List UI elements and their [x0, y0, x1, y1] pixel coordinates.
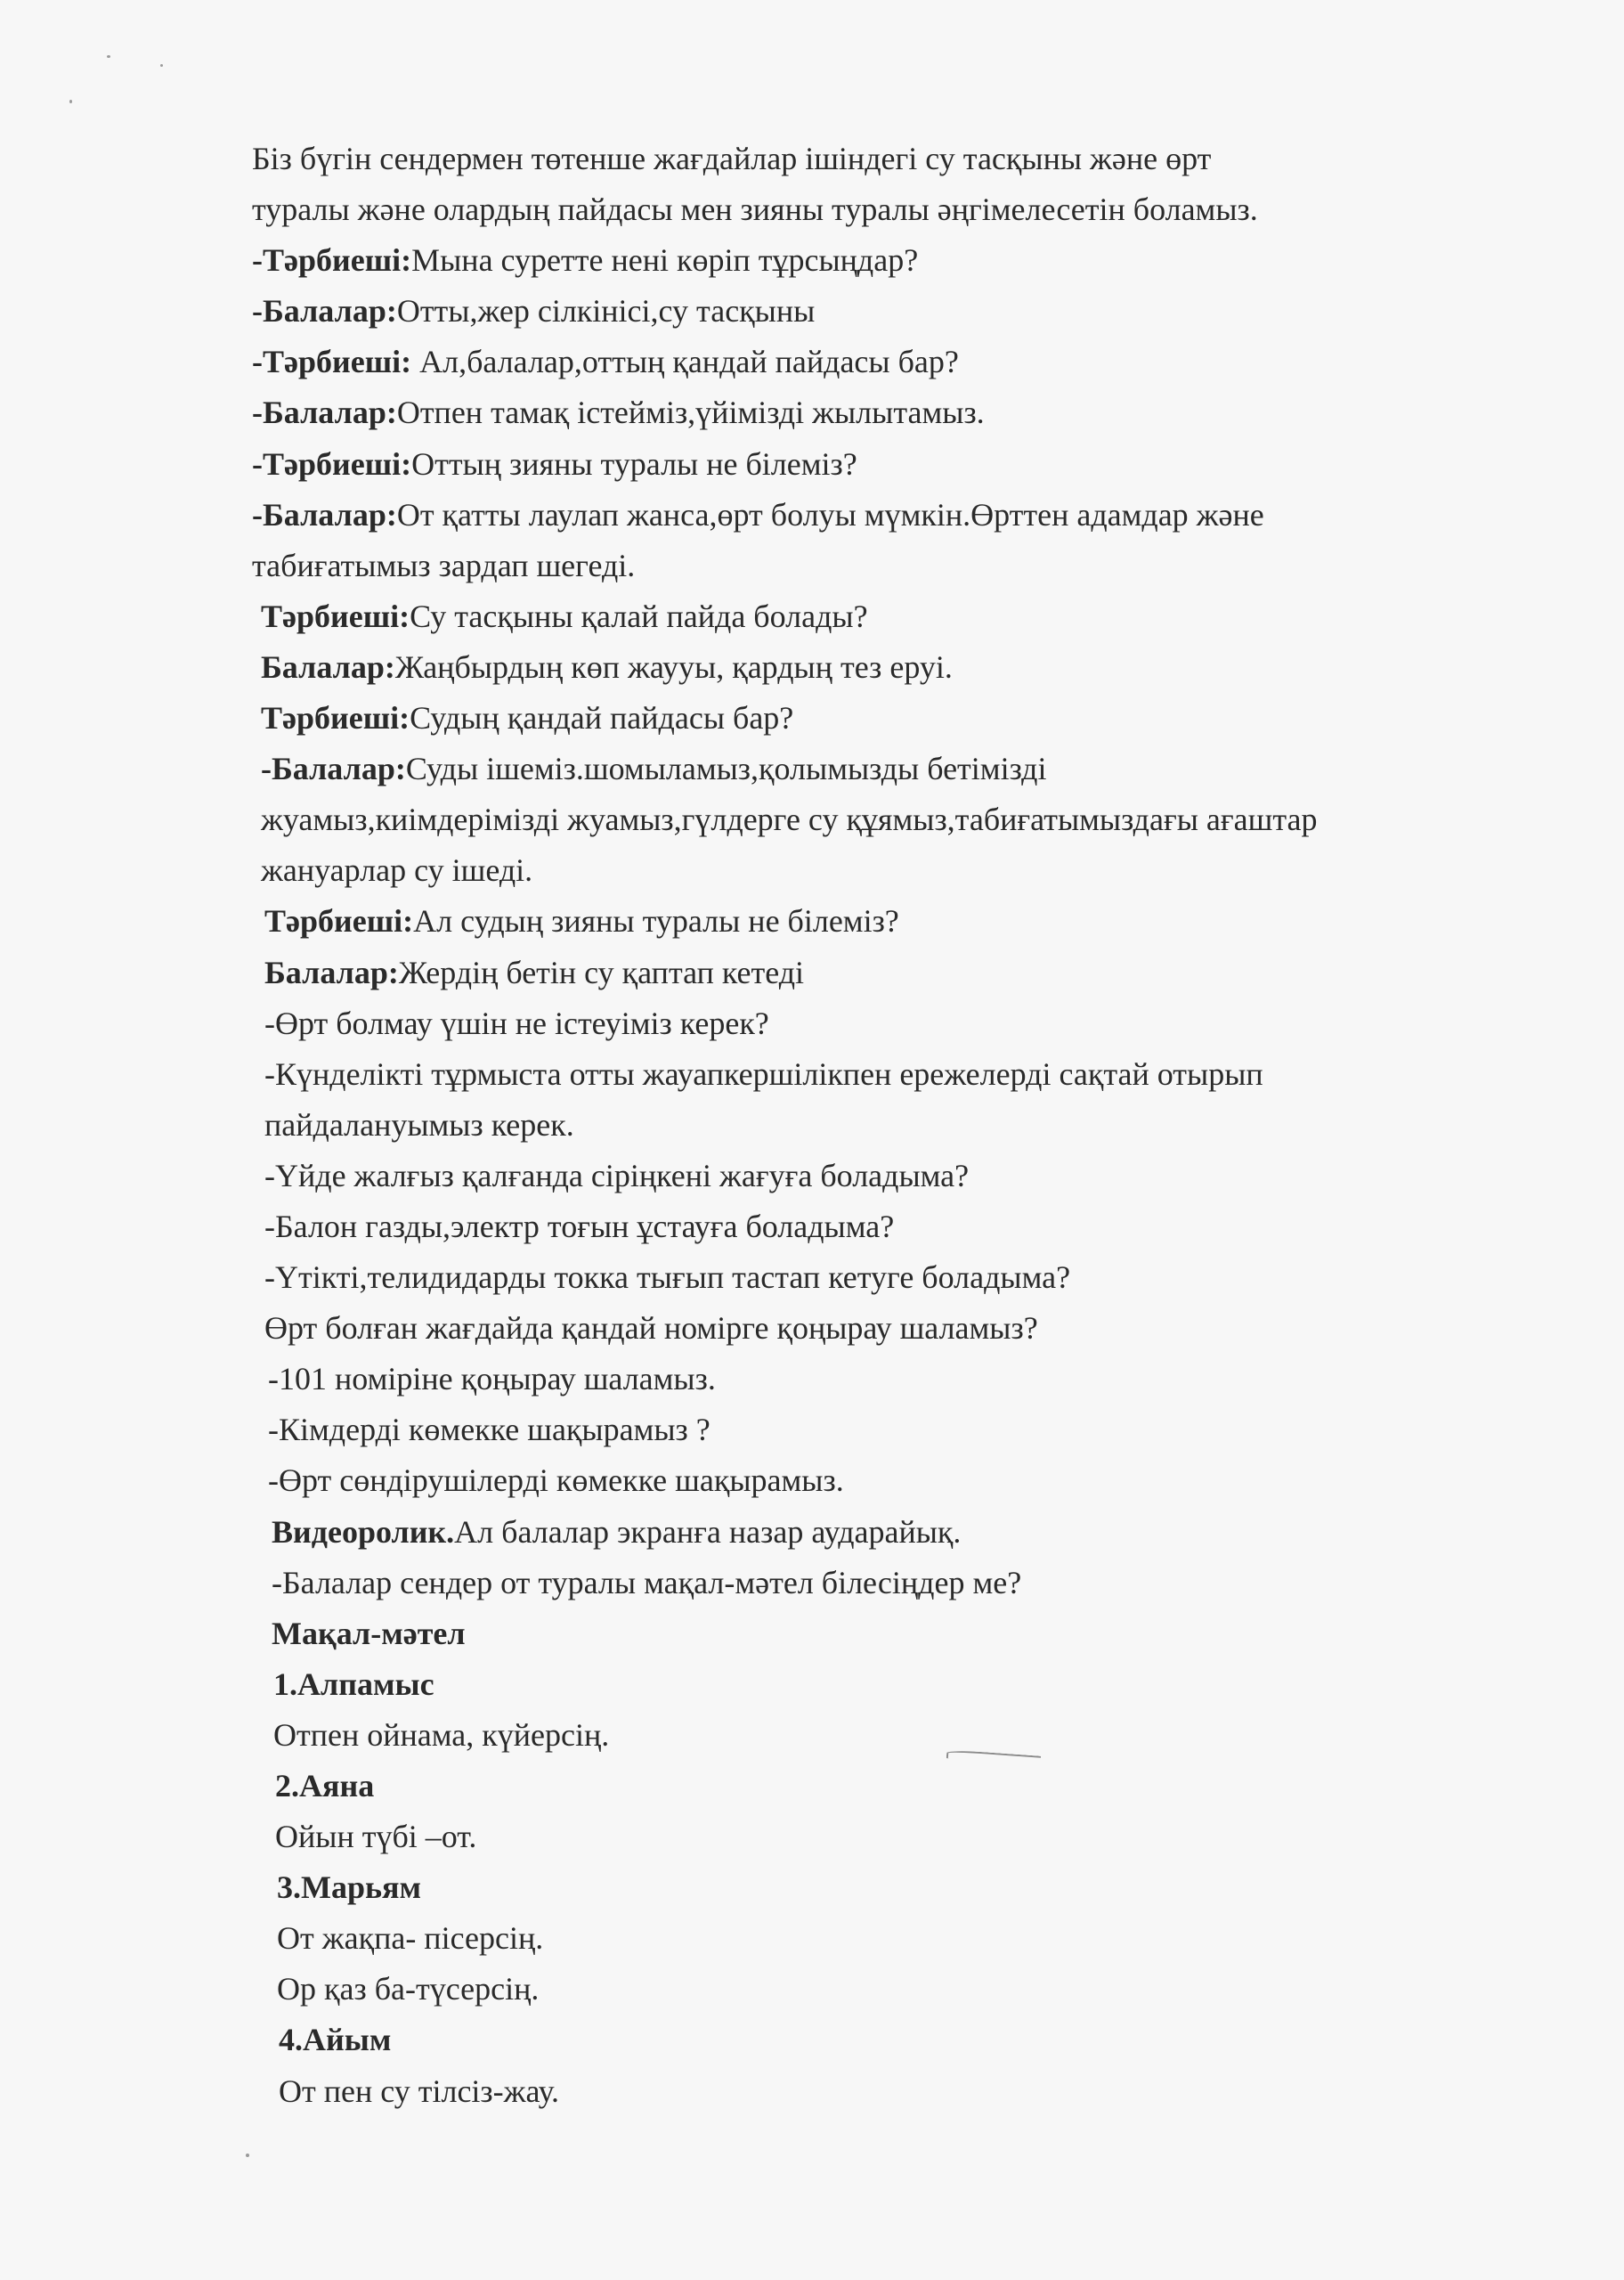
text-line — [252, 1964, 1552, 2015]
speaker-label: Тәрбиеші: — [261, 598, 410, 634]
line-text: -Балон газды,электр тоғын ұстауға боладыма? — [264, 1208, 895, 1244]
text-line — [252, 337, 1552, 387]
line-text: Жердің бетін су қаптап кетеді — [398, 954, 805, 990]
text-line — [252, 1303, 1552, 1354]
text-line — [252, 1558, 1552, 1608]
text-line — [252, 998, 1552, 1049]
scan-speck — [107, 55, 110, 58]
line-text: жуамыз,киімдерімізді жуамыз,гүлдерге су құямыз,табиғатымыздағы ағаштар — [261, 802, 1318, 838]
scan-speck — [69, 100, 72, 103]
text-line — [252, 541, 1552, 591]
text-line — [252, 1049, 1552, 1100]
text-line — [252, 184, 1552, 235]
line-text: табиғатымыз зардап шегеді. — [252, 547, 636, 583]
line-text: Өрт болған жағдайда қандай номірге қоңырау шаламыз? — [264, 1310, 1038, 1347]
line-text: -Үтікті,телидидарды токка тығып тастап кетуге боладыма? — [264, 1259, 1071, 1296]
text-line — [252, 490, 1552, 541]
speaker-label: Тәрбиеші: — [261, 700, 410, 737]
line-text: Суды ішеміз.шомыламыз,қолымызды бетімізді — [405, 751, 1047, 787]
line-text: Мына суретте нені көріп тұрсыңдар? — [411, 242, 919, 279]
text-line — [252, 1100, 1552, 1151]
speaker-label: -Тәрбиеші: — [252, 242, 412, 279]
line-text: Оттың зияны туралы не білеміз? — [411, 445, 857, 482]
text-line — [252, 693, 1552, 744]
line-text: Ал судың зияны туралы не білеміз? — [413, 903, 899, 940]
line-text: Судың қандай пайдасы бар? — [410, 700, 794, 737]
document-body — [252, 134, 1552, 2117]
line-text: жануарлар су ішеді. — [261, 852, 533, 889]
speaker-label: 4.Айым — [279, 2022, 392, 2058]
text-line — [252, 1354, 1552, 1405]
speaker-label: -Тәрбиеші: — [252, 445, 412, 482]
text-line — [252, 2015, 1552, 2065]
line-text: туралы және олардың пайдасы мен зияны туралы әңгімелесетін боламыз. — [252, 191, 1258, 228]
speaker-label: 1.Алпамыс — [273, 1665, 434, 1702]
line-text: Отпен тамақ істейміз,үйімізді жылытамыз. — [396, 395, 985, 431]
text-line — [252, 794, 1552, 845]
line-text: От пен су тілсіз-жау. — [279, 2072, 560, 2109]
text-line — [252, 1710, 1552, 1761]
text-line — [252, 896, 1552, 947]
line-text: -Балалар сендер от туралы мақал-мәтел білесіңдер ме? — [272, 1564, 1022, 1600]
line-text: Ор қаз ба-түсерсің. — [277, 1971, 540, 2007]
speaker-label: Мақал-мәтел — [272, 1615, 466, 1651]
text-line — [252, 235, 1552, 286]
line-text: От қатты лаулап жанса,өрт болуы мүмкін.Өрттен адамдар және — [396, 496, 1264, 533]
text-line — [252, 845, 1552, 896]
text-line — [252, 439, 1552, 490]
scan-speck — [246, 2154, 249, 2157]
speaker-label: -Тәрбиеші: — [252, 344, 412, 380]
text-line — [252, 1151, 1552, 1201]
line-text: Отты,жер сілкінісі,су тасқыны — [396, 293, 816, 330]
speaker-label: -Балалар: — [252, 293, 397, 330]
speaker-label: Балалар: — [261, 648, 395, 685]
text-line — [252, 387, 1552, 438]
scan-speck — [160, 64, 163, 67]
text-line — [252, 2066, 1552, 2117]
speaker-label: -Балалар: — [252, 496, 397, 533]
speaker-label: Тәрбиеші: — [264, 903, 414, 940]
line-text: -Кімдерді көмекке шақырамыз ? — [268, 1412, 710, 1448]
text-line — [252, 1455, 1552, 1506]
text-line — [252, 1252, 1552, 1303]
line-text: От жақпа- пісерсің. — [277, 1920, 544, 1957]
text-line — [252, 1659, 1552, 1710]
speaker-label: 2.Аяна — [275, 1768, 375, 1804]
text-line — [252, 286, 1552, 337]
line-text: Ойын түбі –от. — [275, 1819, 477, 1855]
text-line — [252, 1608, 1552, 1659]
text-line — [252, 642, 1552, 693]
line-text: -Үйде жалғыз қалғанда сіріңкені жағуға боладыма? — [264, 1157, 970, 1193]
line-text: Жаңбырдың көп жаууы, қардың тез еруі. — [394, 648, 953, 685]
line-text: -Өрт болмау үшін не істеуіміз керек? — [264, 1005, 769, 1041]
text-line — [252, 1812, 1552, 1862]
line-text: Отпен ойнама, күйерсің. — [273, 1716, 610, 1753]
line-text: Ал,балалар,оттың қандай пайдасы бар? — [411, 344, 959, 380]
line-text: -101 номіріне қоңырау шаламыз. — [268, 1361, 716, 1397]
speaker-label: -Балалар: — [261, 751, 406, 787]
speaker-label: 3.Марьям — [277, 1869, 422, 1906]
line-text: Ал балалар экранға назар аударайық. — [454, 1513, 962, 1550]
line-text: Су тасқыны қалай пайда болады? — [410, 598, 868, 634]
text-line — [252, 1761, 1552, 1812]
text-line — [252, 948, 1552, 998]
text-line — [252, 1862, 1552, 1913]
text-line — [252, 1201, 1552, 1252]
text-line — [252, 1507, 1552, 1558]
speaker-label: Видеоролик. — [272, 1513, 455, 1550]
text-line — [252, 744, 1552, 794]
line-text: пайдалануымыз керек. — [264, 1106, 574, 1143]
text-line — [252, 1405, 1552, 1455]
line-text: -Өрт сөндірушілерді көмекке шақырамыз. — [268, 1462, 844, 1499]
speaker-label: Балалар: — [264, 954, 399, 990]
text-line — [252, 1913, 1552, 1964]
line-text: Біз бүгін сендермен төтенше жағдайлар ішіндегі су тасқыны және өрт — [252, 141, 1212, 176]
line-text: -Күнделікті тұрмыста отты жауапкершілікпен ережелерді сақтай отырып — [264, 1055, 1263, 1092]
text-line — [252, 591, 1552, 642]
text-line — [252, 134, 1552, 184]
speaker-label: -Балалар: — [252, 395, 397, 431]
